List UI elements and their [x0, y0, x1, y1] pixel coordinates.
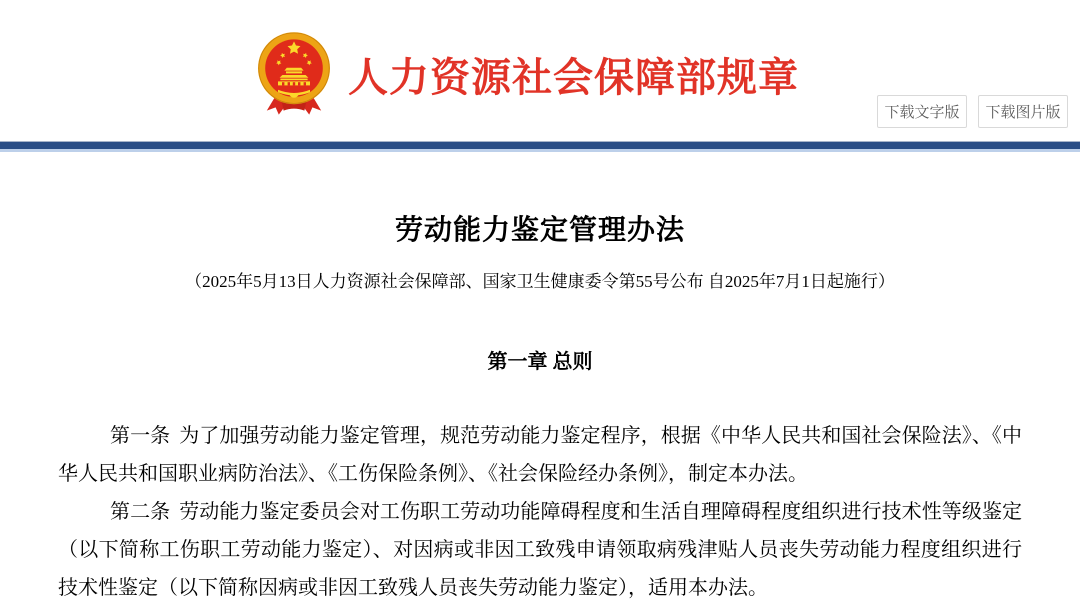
download-button-group	[877, 95, 1068, 128]
download-image-version-button[interactable]: 下载图片版	[978, 95, 1068, 128]
download-text-version-button[interactable]: 下载文字版	[877, 95, 967, 128]
article-1-text: 为了加强劳动能力鉴定管理，规范劳动能力鉴定程序，根据《中华人民共和国社会保险法》、《中华人民共和国职业病防治法》、《工伤保险条例》、《社会保险经办条例》，制定本办法。	[58, 425, 1023, 485]
article-2-text: 劳动能力鉴定委员会对工伤职工劳动功能障碍程度和生活自理障碍程度组织进行技术性等级鉴定（以下简称工伤职工劳动能力鉴定）、对因病或非因工致残申请领取病残津贴人员丧失劳动能力程度组织进行技术性鉴定（以下简称因病或非因工致残人员丧失劳动能力鉴定），适用本办法。	[58, 501, 1023, 599]
article-1-paragraph	[58, 417, 1022, 493]
article-2-paragraph	[58, 493, 1022, 607]
article-1-number: 第一条	[110, 425, 171, 447]
page-header	[0, 0, 1080, 141]
national-emblem-icon	[254, 30, 334, 116]
articles-container	[58, 417, 1022, 607]
article-2-number: 第二条	[110, 501, 171, 523]
chapter-heading: 第一章 总则	[487, 351, 593, 373]
document-title: 劳动能力鉴定管理办法	[394, 215, 685, 246]
site-title: 人力资源社会保障部规章	[348, 55, 799, 100]
document-subtitle: （2025年5月13日人力资源社会保障部、国家卫生健康委令第55号公布 自2025年7月1日起施行）	[185, 272, 895, 291]
header-divider-bar	[0, 141, 1080, 152]
